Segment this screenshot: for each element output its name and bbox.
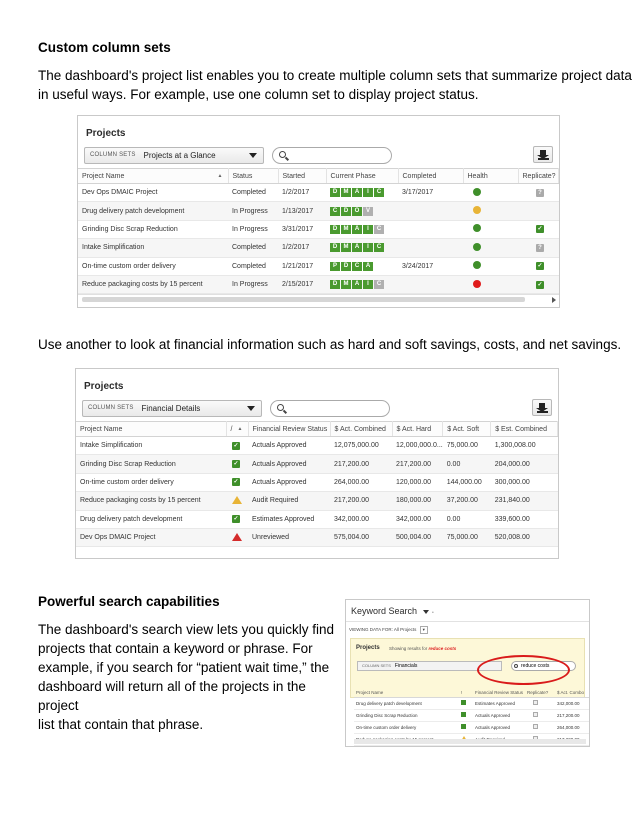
horizontal-scrollbar[interactable] [78, 294, 559, 304]
replicate-box-icon [533, 712, 538, 717]
phase-badge: D [330, 243, 340, 252]
replicate-cell [518, 220, 559, 238]
replicate-cell [525, 697, 555, 709]
act-hard-cell: 500,004.00 [392, 528, 443, 546]
act-combo-cell: 342,000.00 [555, 697, 590, 709]
search-input[interactable] [270, 400, 390, 417]
viewing-value: All Projects [393, 627, 417, 632]
est-combined-cell: 339,600.00 [491, 510, 558, 528]
started-cell: 1/13/2017 [278, 202, 326, 220]
act-soft-cell: 75,000.00 [443, 437, 491, 455]
completed-cell: 3/24/2017 [398, 257, 463, 275]
status-cell: In Progress [228, 275, 278, 293]
error-icon [232, 533, 242, 541]
panel-toolbar [78, 142, 559, 168]
project-name-cell[interactable]: Intake Simplification [78, 239, 228, 257]
table-row[interactable] [354, 697, 590, 709]
column-header[interactable]: / ▲ [226, 422, 248, 437]
act-hard-cell: 180,000.00 [392, 492, 443, 510]
started-cell: 3/31/2017 [278, 220, 326, 238]
project-name-cell[interactable]: Dev Ops DMAIC Project [76, 528, 226, 546]
search-icon [279, 151, 286, 158]
column-header[interactable]: ! [459, 689, 473, 697]
section-paragraph-financial: Use another to look at financial information such as hard and soft savings, costs, and net savings. [38, 337, 622, 352]
review-icon-cell [226, 455, 248, 473]
scroll-right-icon[interactable] [552, 297, 556, 303]
checkmark-icon: ✓ [233, 442, 239, 449]
phase-badge: C [374, 243, 384, 252]
section-paragraph-search [38, 620, 338, 734]
phase-indicator [330, 207, 373, 216]
table-row[interactable] [78, 239, 559, 257]
keyword-search-screenshot [345, 599, 590, 747]
chevron-down-icon [247, 406, 255, 411]
phase-badge: D [330, 225, 340, 234]
phase-badge: A [363, 262, 373, 271]
project-name-cell[interactable]: Drug delivery patch development [78, 202, 228, 220]
phase-badge: C [374, 225, 384, 234]
column-header[interactable]: Financial Review Status [475, 690, 524, 696]
column-header[interactable]: Project Name [76, 422, 226, 437]
est-combined-cell: 204,000.00 [491, 455, 558, 473]
phase-badge: M [341, 280, 351, 289]
est-combined-cell: 520,008.00 [491, 528, 558, 546]
panel-title: Projects [84, 381, 124, 392]
review-status-cell: Estimates Approved [248, 510, 330, 528]
status-cell: In Progress [228, 202, 278, 220]
phase-badge: P [330, 262, 340, 271]
checkmark-icon [461, 712, 466, 717]
chevron-down-icon [249, 153, 257, 158]
column-header[interactable]: Current Phase [326, 169, 398, 184]
sort-asc-icon: ▲ [237, 425, 243, 432]
projects-panel-financial [75, 368, 559, 559]
phase-indicator [330, 225, 384, 234]
review-icon-cell [226, 437, 248, 455]
phase-badge: V [363, 207, 373, 216]
health-dot-icon [473, 224, 481, 232]
column-header[interactable]: Status [228, 169, 278, 184]
phase-cell [326, 184, 398, 202]
table-row[interactable] [78, 275, 559, 293]
phase-badge: C [352, 262, 362, 271]
act-combined-cell: 264,000.00 [330, 473, 392, 491]
completed-cell [398, 275, 463, 293]
section-heading-search: Powerful search capabilities [38, 594, 220, 609]
health-dot-icon [473, 206, 481, 214]
completed-cell [398, 220, 463, 238]
phase-badge: O [352, 207, 362, 216]
column-header[interactable]: $ Act. Combined [330, 422, 392, 437]
question-icon: ? [536, 189, 544, 197]
est-combined-cell: 1,300,008.00 [491, 437, 558, 455]
financial-table [76, 421, 558, 547]
replicate-cell [518, 184, 559, 202]
keyword-search-title [346, 600, 589, 622]
chevron-down-icon[interactable] [423, 610, 429, 614]
phase-badge: I [363, 188, 373, 197]
table-row[interactable] [78, 184, 559, 202]
review-icon-cell [459, 721, 473, 733]
search-value: reduce costs [521, 663, 550, 669]
checkmark-icon: ✓ [233, 461, 239, 468]
checkmark-icon: ✓ [233, 479, 239, 486]
project-name-cell[interactable]: Dev Ops DMAIC Project [78, 184, 228, 202]
review-status-cell: Actuals Approved [248, 473, 330, 491]
est-combined-cell: 231,840.00 [491, 492, 558, 510]
review-icon-cell [459, 709, 473, 721]
download-button[interactable] [533, 146, 553, 163]
paragraph-line: The dashboard's project list enables you to create multiple column sets that summarize project data [38, 68, 632, 83]
act-soft-cell: 37,200.00 [443, 492, 491, 510]
paragraph-line: example, if you search for “patient wait time,” the [38, 660, 330, 675]
phase-indicator [330, 262, 373, 271]
download-button[interactable] [532, 399, 552, 416]
table-row[interactable] [78, 202, 559, 220]
health-cell [463, 257, 518, 275]
health-dot-icon [473, 243, 481, 251]
status-cell: Completed [228, 184, 278, 202]
act-combined-cell: 12,075,000.00 [330, 437, 392, 455]
highlight-ring [477, 655, 570, 685]
act-combo-cell: 264,000.00 [555, 721, 590, 733]
completed-cell: 3/17/2017 [398, 184, 463, 202]
viewing-data-for [346, 622, 589, 636]
checkmark-icon [461, 724, 466, 729]
phase-badge: I [363, 225, 373, 234]
column-header[interactable]: Completed [398, 169, 463, 184]
started-cell: 2/15/2017 [278, 275, 326, 293]
phase-badge: C [330, 207, 340, 216]
phase-indicator [330, 188, 384, 197]
keyword-title-suffix: • [432, 610, 434, 616]
health-dot-icon [473, 188, 481, 196]
phase-badge: D [330, 280, 340, 289]
column-header[interactable]: $ Est. Combined [491, 422, 558, 437]
warning-icon [232, 496, 242, 504]
act-soft-cell: 0.00 [443, 455, 491, 473]
column-sets-label: COLUMN SETS [88, 405, 134, 411]
column-set-value: Financials [394, 663, 418, 669]
act-hard-cell: 217,200.00 [392, 455, 443, 473]
started-cell: 1/21/2017 [278, 257, 326, 275]
replicate-cell [525, 709, 555, 721]
column-set-value: Projects at a Glance [143, 150, 216, 160]
project-name-cell[interactable]: Intake Simplification [76, 437, 226, 455]
checkmark-icon: ✓ [537, 263, 543, 270]
phase-indicator [330, 280, 384, 289]
keyword-title-text: Keyword Search [351, 606, 418, 616]
review-icon-cell [226, 510, 248, 528]
checkmark-icon [461, 700, 466, 705]
review-status-cell: Estimates Approved [473, 697, 525, 709]
horizontal-scrollbar[interactable] [354, 739, 586, 744]
project-name-cell[interactable]: On-time custom order delivery [354, 721, 459, 733]
act-combined-cell: 217,200.00 [330, 492, 392, 510]
phase-badge: C [374, 280, 384, 289]
phase-badge: A [352, 280, 362, 289]
replicate-cell [518, 239, 559, 257]
phase-cell [326, 202, 398, 220]
act-hard-cell: 12,000,000.0... [392, 437, 443, 455]
project-name-cell[interactable]: Reduce packaging costs by 15 percent [78, 275, 228, 293]
health-dot-icon [473, 280, 481, 288]
act-soft-cell: 0.00 [443, 510, 491, 528]
status-cell: In Progress [228, 220, 278, 238]
table-row[interactable] [76, 510, 558, 528]
checkmark-icon: ✓ [537, 281, 543, 288]
column-set-select[interactable] [84, 147, 264, 164]
project-name-cell[interactable]: Grinding Disc Scrap Reduction [78, 220, 228, 238]
project-name-cell[interactable]: Reduce packaging costs by 15 percent [76, 492, 226, 510]
search-icon [277, 404, 284, 411]
replicate-box-icon [533, 700, 538, 705]
column-header[interactable]: Health [463, 169, 518, 184]
review-status-cell: Audit Required [248, 492, 330, 510]
phase-badge: C [374, 188, 384, 197]
section-heading-custom-column-sets: Custom column sets [38, 40, 171, 55]
phase-cell [326, 275, 398, 293]
phase-badge: A [352, 188, 362, 197]
replicate-cell [518, 275, 559, 293]
paragraph-line: list that contain that phrase. [38, 717, 204, 732]
phase-badge: M [341, 188, 351, 197]
status-cell: Completed [228, 257, 278, 275]
column-header[interactable]: Started [278, 169, 326, 184]
phase-cell [326, 220, 398, 238]
status-cell: Completed [228, 239, 278, 257]
table-row[interactable] [354, 721, 590, 733]
projects-table [78, 168, 559, 294]
table-row[interactable] [76, 455, 558, 473]
act-combined-cell: 575,004.00 [330, 528, 392, 546]
health-cell [463, 202, 518, 220]
phase-badge: D [330, 188, 340, 197]
act-hard-cell: 120,000.00 [392, 473, 443, 491]
download-icon [539, 403, 545, 408]
review-status-cell: Unreviewed [248, 528, 330, 546]
phase-cell [326, 239, 398, 257]
table-row[interactable] [76, 492, 558, 510]
paragraph-line: The dashboard's search view lets you quickly find [38, 622, 334, 637]
keyword-results-table [354, 689, 590, 746]
search-input[interactable] [272, 147, 392, 164]
project-name-cell[interactable]: Grinding Disc Scrap Reduction [354, 709, 459, 721]
table-row[interactable] [76, 473, 558, 491]
table-row[interactable] [76, 528, 558, 546]
replicate-box-icon [533, 724, 538, 729]
act-combined-cell: 342,000.00 [330, 510, 392, 528]
phase-badge: M [341, 243, 351, 252]
review-icon-cell [459, 697, 473, 709]
review-status-cell: Actuals Approved [473, 721, 525, 733]
review-status-cell: Actuals Approved [248, 455, 330, 473]
table-row[interactable] [76, 437, 558, 455]
completed-cell [398, 239, 463, 257]
viewing-dropdown[interactable]: ▾ [420, 626, 428, 634]
phase-badge: D [341, 262, 351, 271]
phase-badge: A [352, 225, 362, 234]
phase-badge: I [363, 280, 373, 289]
completed-cell [398, 202, 463, 220]
column-set-select[interactable] [82, 400, 262, 417]
viewing-label: VIEWING DATA FOR: [349, 627, 393, 632]
replicate-cell [525, 721, 555, 733]
health-cell [463, 220, 518, 238]
review-icon-cell [226, 528, 248, 546]
results-text: Showing results for [389, 646, 428, 651]
projects-panel-glance [77, 115, 560, 308]
project-name-cell[interactable]: On-time custom order delivery [76, 473, 226, 491]
column-header[interactable]: $ Act. Hard [392, 422, 443, 437]
review-status-cell: Actuals Approved [248, 437, 330, 455]
column-header[interactable]: Financial Review Status [248, 422, 330, 437]
review-status-cell: Actuals Approved [473, 709, 525, 721]
paragraph-line: projects that contain a keyword or phrase. For [38, 641, 313, 656]
column-header[interactable]: Replicate? [525, 689, 555, 697]
column-header[interactable]: $ Act. Soft [443, 422, 491, 437]
health-dot-icon [473, 261, 481, 269]
started-cell: 1/2/2017 [278, 239, 326, 257]
column-header[interactable]: $ Act. Combo [555, 689, 590, 697]
checkmark-icon: ✓ [233, 516, 239, 523]
projects-label: Projects [356, 645, 380, 651]
phase-badge: M [341, 225, 351, 234]
panel-title: Projects [86, 128, 126, 139]
column-header[interactable]: Replicate? [518, 169, 559, 184]
health-cell [463, 275, 518, 293]
results-info [389, 646, 456, 651]
health-cell [463, 239, 518, 257]
column-header[interactable]: Project Name ▲ [78, 169, 228, 184]
phase-indicator [330, 243, 384, 252]
paragraph-line: in useful ways. For example, use one column set to display project status. [38, 87, 479, 102]
download-icon [540, 150, 546, 155]
est-combined-cell: 300,000.00 [491, 473, 558, 491]
replicate-cell [518, 202, 559, 220]
column-set-value: Financial Details [141, 403, 201, 413]
table-row[interactable] [78, 220, 559, 238]
question-icon: ? [536, 244, 544, 252]
sort-asc-icon: ▲ [217, 172, 223, 179]
phase-badge: I [363, 243, 373, 252]
project-name-cell[interactable]: Drug delivery patch development [354, 697, 459, 709]
act-combined-cell: 217,200.00 [330, 455, 392, 473]
review-icon-cell [226, 473, 248, 491]
review-icon-cell [226, 492, 248, 510]
panel-toolbar [76, 395, 558, 421]
column-header[interactable]: Project Name [354, 689, 459, 697]
project-name-cell[interactable]: On-time custom order delivery [78, 257, 228, 275]
table-row[interactable] [78, 257, 559, 275]
section-paragraph-column-sets [38, 66, 632, 104]
health-cell [463, 184, 518, 202]
table-row[interactable] [354, 709, 590, 721]
act-soft-cell: 75,000.00 [443, 528, 491, 546]
column-sets-label: COLUMN SETS [362, 663, 391, 668]
paragraph-line: dashboard will return all of the projects in the project [38, 679, 306, 713]
phase-cell [326, 257, 398, 275]
act-soft-cell: 144,000.00 [443, 473, 491, 491]
checkmark-icon: ✓ [537, 226, 543, 233]
phase-badge: A [352, 243, 362, 252]
replicate-cell [518, 257, 559, 275]
act-combo-cell: 217,200.00 [555, 709, 590, 721]
project-name-cell[interactable]: Grinding Disc Scrap Reduction [76, 455, 226, 473]
results-term: reduce costs [428, 646, 457, 651]
project-name-cell[interactable]: Drug delivery patch development [76, 510, 226, 528]
column-sets-label: COLUMN SETS [90, 152, 136, 158]
started-cell: 1/2/2017 [278, 184, 326, 202]
act-hard-cell: 342,000.00 [392, 510, 443, 528]
phase-badge: D [341, 207, 351, 216]
